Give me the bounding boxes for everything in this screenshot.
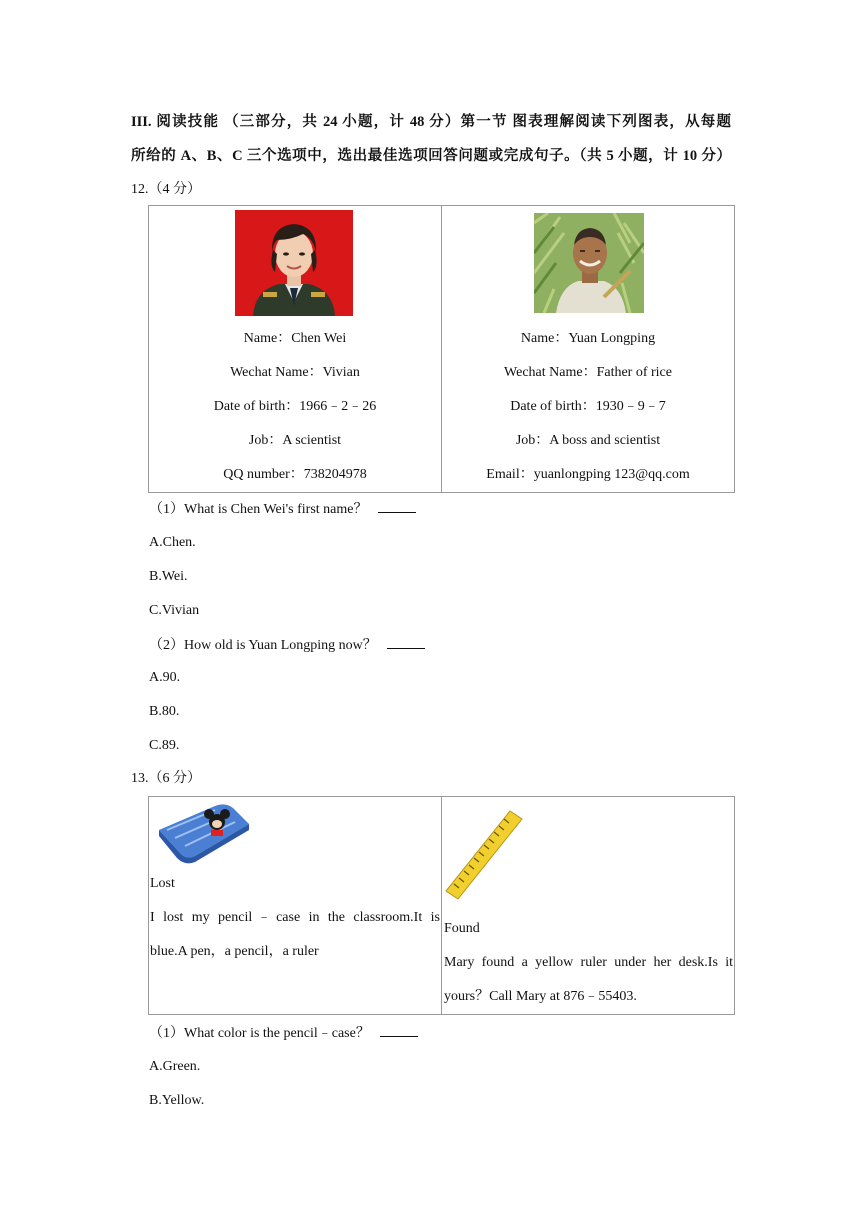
q12-profile-table — [148, 205, 735, 493]
chen-wei-photo — [235, 210, 353, 316]
pencil-case-icon — [155, 800, 253, 866]
q12-sub2-question: （2）How old is Yuan Longping now？ — [149, 636, 425, 655]
lost-line-2: blue.A pen，a pencil，a ruler — [150, 944, 319, 959]
yuan-longping-birth: Date of birth：1930﹣9﹣7 — [510, 399, 666, 414]
found-notice — [442, 797, 735, 1015]
found-line-1: Mary found a yellow ruler under her desk.Is it — [444, 955, 733, 970]
yuan-longping-job: Job：A boss and scientist — [515, 433, 661, 448]
yuan-longping-email: Email：yuanlongping 123@qq.com — [486, 467, 690, 482]
q13-sub1-option-a: A.Green. — [149, 1059, 201, 1074]
q13-sub1-option-b: B.Yellow. — [149, 1093, 205, 1108]
q12-sub2-option-a: A.90. — [149, 670, 181, 685]
q13-lost-found-table — [148, 796, 735, 1015]
chen-wei-birth: Date of birth：1966﹣2﹣26 — [213, 399, 377, 414]
lost-title: Lost — [150, 876, 175, 891]
profile-card-chen-wei — [149, 206, 442, 493]
yuan-longping-name: Name：Yuan Longping — [520, 331, 656, 346]
section-header-line-2: 所给的 A、B、C 三个选项中，选出最佳选项回答问题或完成句子。（共 5 小题，计 10 分） — [131, 148, 731, 164]
chen-wei-job: Job：A scientist — [248, 433, 342, 448]
profile-card-yuan-longping — [442, 206, 735, 493]
yuan-longping-wechat: Wechat Name：Father of rice — [504, 365, 672, 380]
chen-wei-qq: QQ number：738204978 — [223, 467, 367, 482]
answer-blank — [378, 500, 416, 513]
section-header-line-1: III. 阅读技能 （三部分，共 24 小题，计 48 分）第一节 图表理解阅读下列图表，从每题 — [131, 114, 731, 130]
q12-sub2-option-c: C.89. — [149, 738, 180, 753]
yuan-longping-photo — [534, 213, 644, 313]
answer-blank — [380, 1024, 418, 1037]
q12-sub1-question: （1）What is Chen Wei's first name？ — [149, 500, 416, 519]
chen-wei-wechat: Wechat Name：Vivian — [230, 365, 360, 380]
q12-sub2-option-b: B.80. — [149, 704, 180, 719]
question-12-number: 12.（4 分） — [131, 182, 201, 197]
found-title: Found — [444, 921, 480, 936]
q12-sub1-option-a: A.Chen. — [149, 535, 196, 550]
chen-wei-name: Name：Chen Wei — [243, 331, 347, 346]
lost-notice — [149, 797, 442, 1015]
question-13-number: 13.（6 分） — [131, 771, 201, 786]
ruler-icon — [444, 809, 524, 901]
lost-line-1: I lost my pencil﹣case in the classroom.It is — [150, 910, 440, 925]
q12-sub1-option-c: C.Vivian — [149, 603, 200, 618]
q12-sub1-option-b: B.Wei. — [149, 569, 188, 584]
answer-blank — [387, 636, 425, 649]
q13-sub1-question: （1）What color is the pencil﹣case？ — [149, 1024, 418, 1043]
found-line-2: yours？Call Mary at 876﹣55403. — [444, 989, 637, 1004]
